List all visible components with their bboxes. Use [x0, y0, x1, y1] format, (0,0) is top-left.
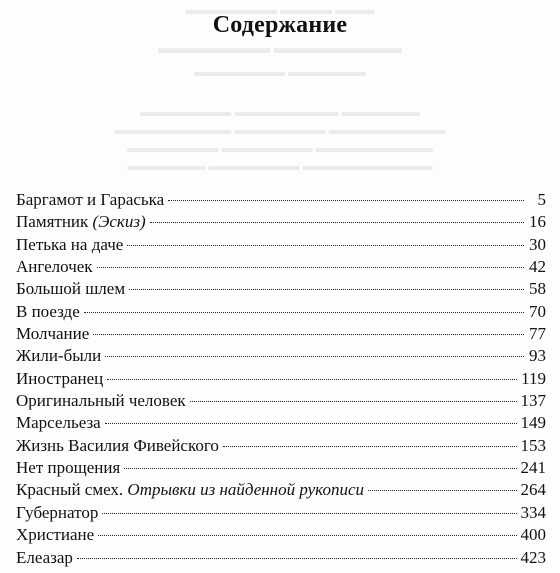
- toc-entry[interactable]: [16, 412, 546, 434]
- toc-entry-page-number: 93: [529, 346, 546, 366]
- toc-entry-title-text: Нет прощения: [16, 458, 121, 478]
- toc-entry-title: [16, 345, 101, 367]
- toc-entry-title-text: Красный смех.: [16, 480, 128, 500]
- dot-leader: [84, 312, 524, 313]
- dot-leader: [368, 490, 516, 491]
- toc-entry[interactable]: [16, 211, 546, 233]
- bleed-through-text: ▬▬▬▬▬▬▬▬▬ ▬▬▬▬▬▬▬ ▬▬▬▬▬▬▬▬▬: [114, 122, 446, 137]
- toc-entry[interactable]: [16, 524, 546, 546]
- toc-entry-title: [16, 479, 364, 501]
- toc-entry-title: [16, 278, 125, 300]
- toc-entry-page-number: 137: [520, 391, 546, 411]
- toc-entry-title: [16, 412, 101, 434]
- toc-entry-title-text: Марсельеза: [16, 413, 101, 433]
- toc-entry-page-number: 77: [529, 324, 546, 344]
- bleed-through-text: ▬▬▬▬▬▬▬▬ ▬▬▬▬▬▬▬: [158, 40, 402, 57]
- toc-entry-title: [16, 524, 94, 546]
- toc-entry-page-number: 153: [520, 435, 546, 455]
- toc-entry[interactable]: [16, 278, 546, 300]
- toc-entry-title: [16, 390, 186, 412]
- toc-entry[interactable]: [16, 234, 546, 256]
- toc-entry-title-text: Петька на даче: [16, 234, 124, 254]
- dot-leader: [98, 535, 516, 536]
- toc-entry[interactable]: [16, 323, 546, 345]
- toc-entry-page-number: 58: [529, 279, 546, 299]
- toc-entry-page-number: 264: [520, 480, 546, 500]
- dot-leader: [127, 245, 524, 246]
- toc-entry-title: [16, 189, 164, 211]
- toc-entry-title-text: Христиане: [16, 525, 95, 545]
- toc-entry-page-number: 70: [529, 301, 546, 321]
- dot-leader: [97, 267, 524, 268]
- toc-entry-page-number: 42: [529, 257, 546, 277]
- toc-entry-title-text: В поезде: [16, 301, 80, 321]
- dot-leader: [93, 334, 524, 335]
- toc-entry-page-number: 423: [520, 547, 546, 567]
- toc-entry-title: [16, 457, 120, 479]
- toc-entry[interactable]: [16, 189, 546, 211]
- toc-entry-title-text: Баргамот и Гараська: [16, 190, 165, 209]
- dot-leader: [105, 356, 524, 357]
- toc-entry-title: [16, 301, 80, 323]
- toc-entry-page-number: 119: [521, 368, 546, 388]
- toc-entry-title-text: Большой шлем: [16, 279, 126, 299]
- bleed-through-text: ▬▬▬▬▬▬▬▬▬ ▬▬▬▬▬▬▬ ▬▬▬▬▬▬▬: [127, 140, 433, 155]
- toc-entry-page-number: 16: [529, 212, 546, 232]
- dot-leader: [107, 379, 517, 380]
- bleed-through-text: ▬▬▬▬▬▬ ▬▬▬▬▬▬▬: [193, 64, 367, 79]
- toc-entry-title: [16, 502, 98, 524]
- toc-entry-subtitle: (Эскиз): [92, 212, 146, 232]
- toc-entry-page-number: 149: [520, 413, 546, 433]
- toc-entry-title: [16, 547, 73, 569]
- toc-entry-title-text: Иностранец: [16, 368, 104, 388]
- toc-entry[interactable]: [16, 390, 546, 412]
- bleed-through-text: ▬▬▬▬▬▬ ▬▬▬▬▬▬▬▬ ▬▬▬▬▬▬▬: [140, 104, 420, 119]
- toc-entry-page-number: 241: [520, 458, 546, 478]
- toc-entry[interactable]: [16, 256, 546, 278]
- toc-entry-title: [16, 368, 103, 390]
- toc-entry[interactable]: [16, 547, 546, 569]
- dot-leader: [129, 289, 524, 290]
- table-of-contents: [16, 189, 546, 569]
- toc-entry-title-text: Жизнь Василия Фивейского: [16, 435, 219, 455]
- toc-entry[interactable]: [16, 301, 546, 323]
- toc-entry-page-number: 5: [537, 190, 546, 209]
- toc-entry-title: [16, 256, 93, 278]
- dot-leader: [150, 222, 524, 223]
- toc-entry-title-text: Молчание: [16, 324, 90, 344]
- toc-entry-title-text: Оригинальный человек: [16, 391, 186, 411]
- dot-leader: [77, 558, 517, 559]
- toc-entry-title-text: Памятник: [16, 212, 93, 232]
- dot-leader: [190, 401, 517, 402]
- toc-entry-subtitle: Отрывки из найденной рукописи: [127, 480, 365, 500]
- toc-entry-title: [16, 211, 146, 233]
- toc-entry[interactable]: [16, 479, 546, 501]
- toc-entry-title-text: Губернатор: [16, 502, 99, 522]
- toc-entry-title-text: Елеазар: [16, 547, 73, 567]
- toc-entry-page-number: 334: [520, 502, 546, 522]
- bleed-through-text: ▬▬▬ ▬▬▬▬ ▬▬▬▬▬▬▬: [185, 2, 375, 17]
- toc-entry[interactable]: [16, 368, 546, 390]
- page-title: Содержание: [212, 12, 348, 38]
- toc-entry[interactable]: [16, 457, 546, 479]
- dot-leader: [124, 468, 516, 469]
- toc-entry-page-number: 400: [520, 525, 546, 545]
- dot-leader: [102, 513, 516, 514]
- toc-entry-page-number: 30: [529, 234, 546, 254]
- toc-entry-title-text: Жили-были: [16, 346, 102, 366]
- dot-leader: [168, 200, 524, 201]
- toc-entry-title: [16, 323, 89, 345]
- toc-entry[interactable]: [16, 345, 546, 367]
- bleed-through-text: ▬▬▬▬▬▬▬▬▬▬ ▬▬▬▬▬▬▬ ▬▬▬▬▬▬: [127, 158, 433, 173]
- toc-entry-title-text: Ангелочек: [16, 257, 93, 277]
- toc-entry-title: [16, 435, 219, 457]
- toc-entry[interactable]: [16, 435, 546, 457]
- toc-entry[interactable]: [16, 502, 546, 524]
- dot-leader: [105, 423, 517, 424]
- dot-leader: [223, 446, 517, 447]
- toc-entry-title: [16, 234, 123, 256]
